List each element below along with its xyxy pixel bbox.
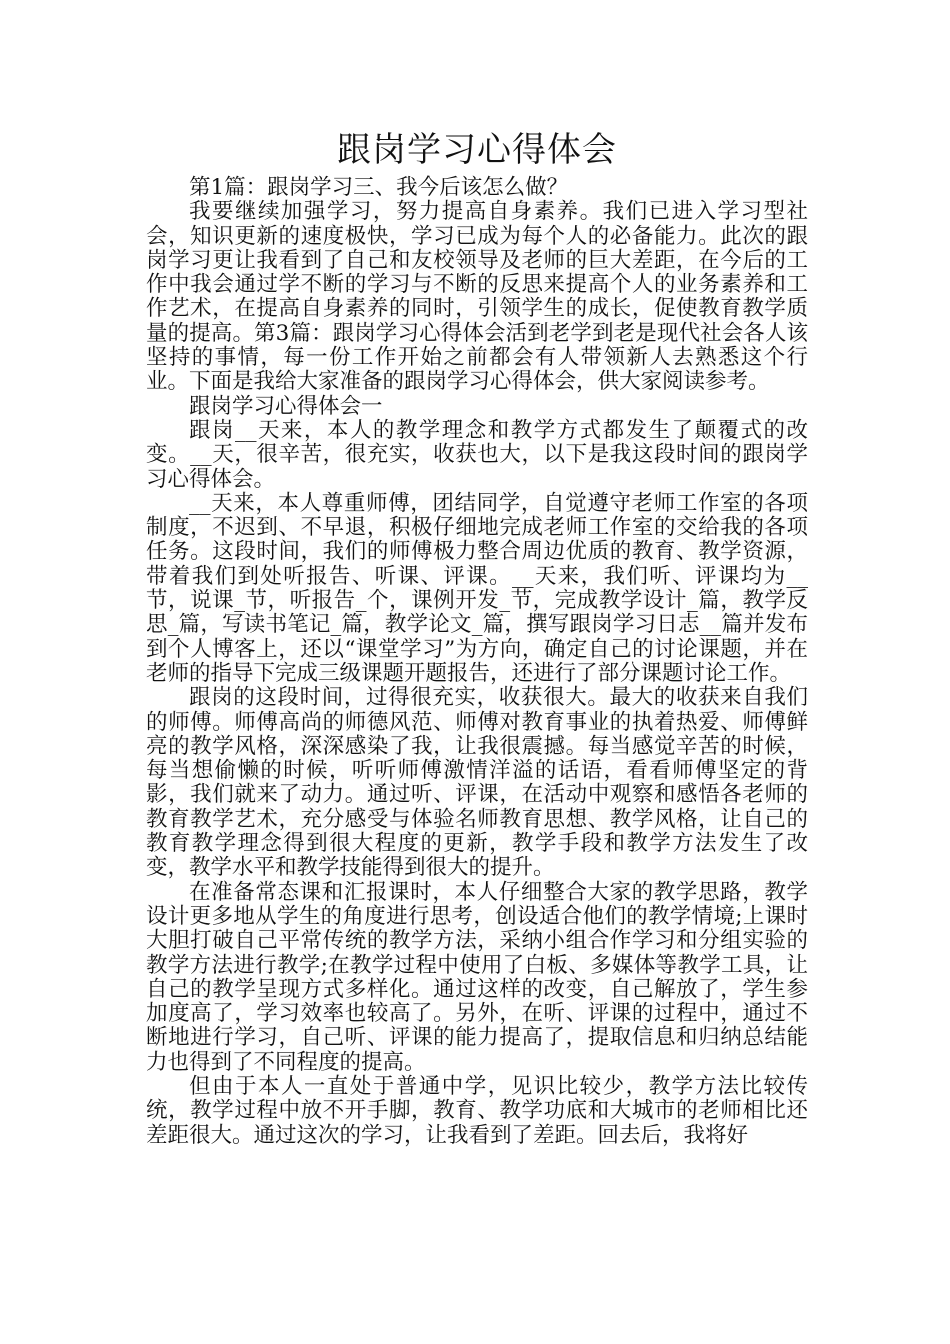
document-title: 跟岗学习心得体会: [337, 130, 617, 170]
paragraph-3: __天来，本人尊重师傅，团结同学，自觉遵守老师工作室的各项制度，不迟到、不早退，积极仔细地完成老师工作室的交给我的各项任务。这段时间，我们的师傅极力整合周边优质的教育、教学资源，带着我们到处听报告、听课、评课。__天来，我们听、评课均为__节，说课_节，听报告_个，课例开发_节，完成教学设计_篇，教学反思_篇，写读书笔记_篇，教学论文_篇，撰写跟岗学习日志__篇并发布到个人博客上，还以“课堂学习”为方向，确定自己的讨论课题，并在老师的指导下完成三级课题开题报告，还进行了部分课题讨论工作。: [146, 490, 808, 686]
paragraph-6: 但由于本人一直处于普通中学，见识比较少，教学方法比较传统，教学过程中放不开手脚，教育、教学功底和大城市的老师相比还差距很大。通过这次的学习，让我看到了差距。回去后，我将好: [146, 1073, 808, 1148]
section-heading-2: 跟岗学习心得体会一: [189, 393, 383, 419]
paragraph-5: 在准备常态课和汇报课时，本人仔细整合大家的教学思路，教学设计更多地从学生的角度进行思考，创设适合他们的教学情境;上课时大胆打破自己平常传统的教学方法，采纳小组合作学习和分组实验的教学方法进行教学;在教学过程中使用了白板、多媒体等教学工具，让自己的教学呈现方式多样化。通过这样的改变，自己解放了，学生参加度高了，学习效率也较高了。另外，在听、评课的过程中，通过不断地进行学习，自己听、评课的能力提高了，提取信息和归纳总结能力也得到了不同程度的提高。: [146, 879, 808, 1075]
paragraph-4: 跟岗的这段时间，过得很充实，收获很大。最大的收获来自我们的师傅。师傅高尚的师德风范、师傅对教育事业的执着热爱、师傅鲜亮的教学风格，深深感染了我，让我很震撼。每当感觉辛苦的时候，每当想偷懒的时候，听听师傅激情洋溢的话语，看看师傅坚定的背影，我们就来了动力。通过听、评课，在活动中观察和感悟各老师的教育教学艺术，充分感受与体验名师教育思想、教学风格，让自己的教育教学理念得到很大程度的更新，教学手段和教学方法发生了改变，教学水平和教学技能得到很大的提升。: [146, 685, 808, 881]
paragraph-2: 跟岗__天来，本人的教学理念和教学方式都发生了颠覆式的改变。__天，很辛苦，很充实，收获也大，以下是我这段时间的跟岗学习心得体会。: [146, 417, 808, 492]
paragraph-1: 我要继续加强学习，努力提高自身素养。我们已进入学习型社会，知识更新的速度极快，学习已成为每个人的必备能力。此次的跟岗学习更让我看到了自己和友校领导及老师的巨大差距，在今后的工作中我会通过学不断的学习与不断的反思来提高个人的业务素养和工作艺术，在提高自身素养的同时，引领学生的成长，促使教育教学质量的提高。第3篇：跟岗学习心得体会活到老学到老是现代社会各人该坚持的事情，每一份工作开始之前都会有人带领新人去熟悉这个行业。下面是我给大家准备的跟岗学习心得体会，供大家阅读参考。: [146, 199, 808, 395]
document-page: [146, 128, 808, 1148]
section-heading-1: 第1篇：跟岗学习三、我今后该怎么做？: [189, 175, 569, 200]
